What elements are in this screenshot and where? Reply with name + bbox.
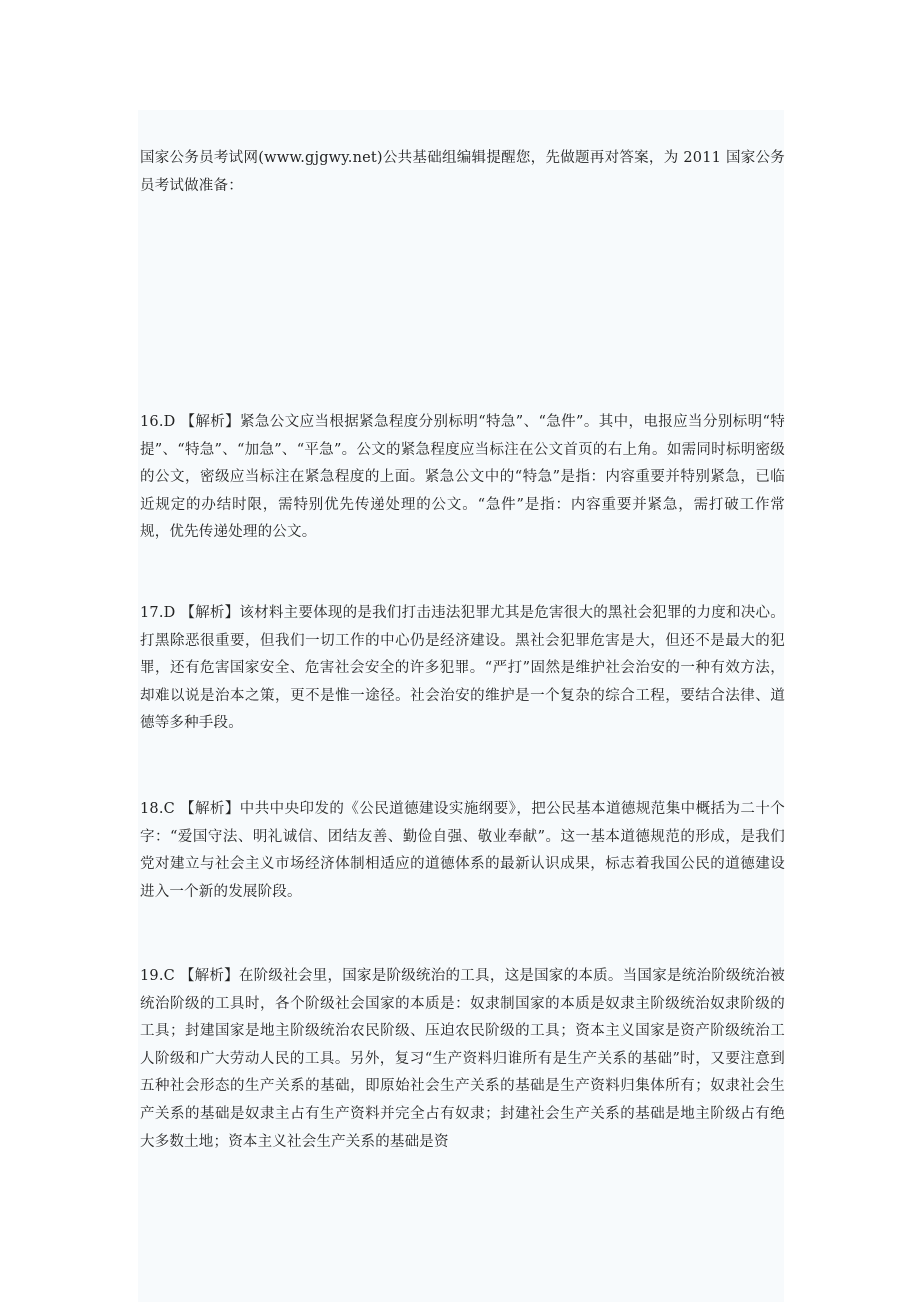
answer-16-paragraph: 16.D 【解析】紧急公文应当根据紧急程度分别标明“特急”、“急件”。其中，电报应当分别标明“特提”、“特急”、“加急”、“平急”。公文的紧急程度应当标注在公文首页的右上角。如需同时标明密级的公文，密级应当标注在紧急程度的上面。紧急公文中的“特急”是指：内容重要并特别紧急，已临近规定的办结时限，需特别优先传递处理的公文。“急件”是指：内容重要并紧急，需打破工作常规，优先传递处理的公文。: [140, 414, 785, 541]
answer-18-paragraph: 18.C 【解析】中共中央印发的《公民道德建设实施纲要》，把公民基本道德规范集中概括为二十个字：“爱国守法、明礼诚信、团结友善、勤俭自强、敬业奉献”。这一基本道德规范的形成，是我们党对建立与社会主义市场经济体制相适应的道德体系的最新认识成果，标志着我国公民的道德建设进入一个新的发展阶段。: [140, 801, 785, 900]
answer-17-paragraph: 17.D 【解析】该材料主要体现的是我们打击违法犯罪尤其是危害很大的黑社会犯罪的力度和决心。打黑除恶很重要，但我们一切工作的中心仍是经济建设。黑社会犯罪危害是大，但还不是最大的犯罪，还有危害国家安全、危害社会安全的许多犯罪。“严打”固然是维护社会治安的一种有效方法，却难以说是治本之策，更不是惟一途径。社会治安的维护是一个复杂的综合工程，要结合法律、道德等多种手段。: [140, 605, 785, 732]
intro-paragraph: 国家公务员考试网(www.gjgwy.net)公共基础组编辑提醒您，先做题再对答案，为 2011 国家公务员考试做准备：: [140, 150, 785, 194]
answer-19-paragraph: 19.C 【解析】在阶级社会里，国家是阶级统治的工具，这是国家的本质。当国家是统治阶级统治被统治阶级的工具时，各个阶级社会国家的本质是：奴隶制国家的本质是奴隶主阶级统治奴隶阶级的工具；封建国家是地主阶级统治农民阶级、压迫农民阶级的工具；资本主义国家是资产阶级统治工人阶级和广大劳动人民的工具。另外，复习“生产资料归谁所有是生产关系的基础”时，又要注意到五种社会形态的生产关系的基础，即原始社会生产关系的基础是生产资料归集体所有；奴隶社会生产关系的基础是奴隶主占有生产资料并完全占有奴隶；封建社会生产关系的基础是地主阶级占有绝大多数土地；资本主义社会生产关系的基础是资: [140, 968, 785, 1150]
